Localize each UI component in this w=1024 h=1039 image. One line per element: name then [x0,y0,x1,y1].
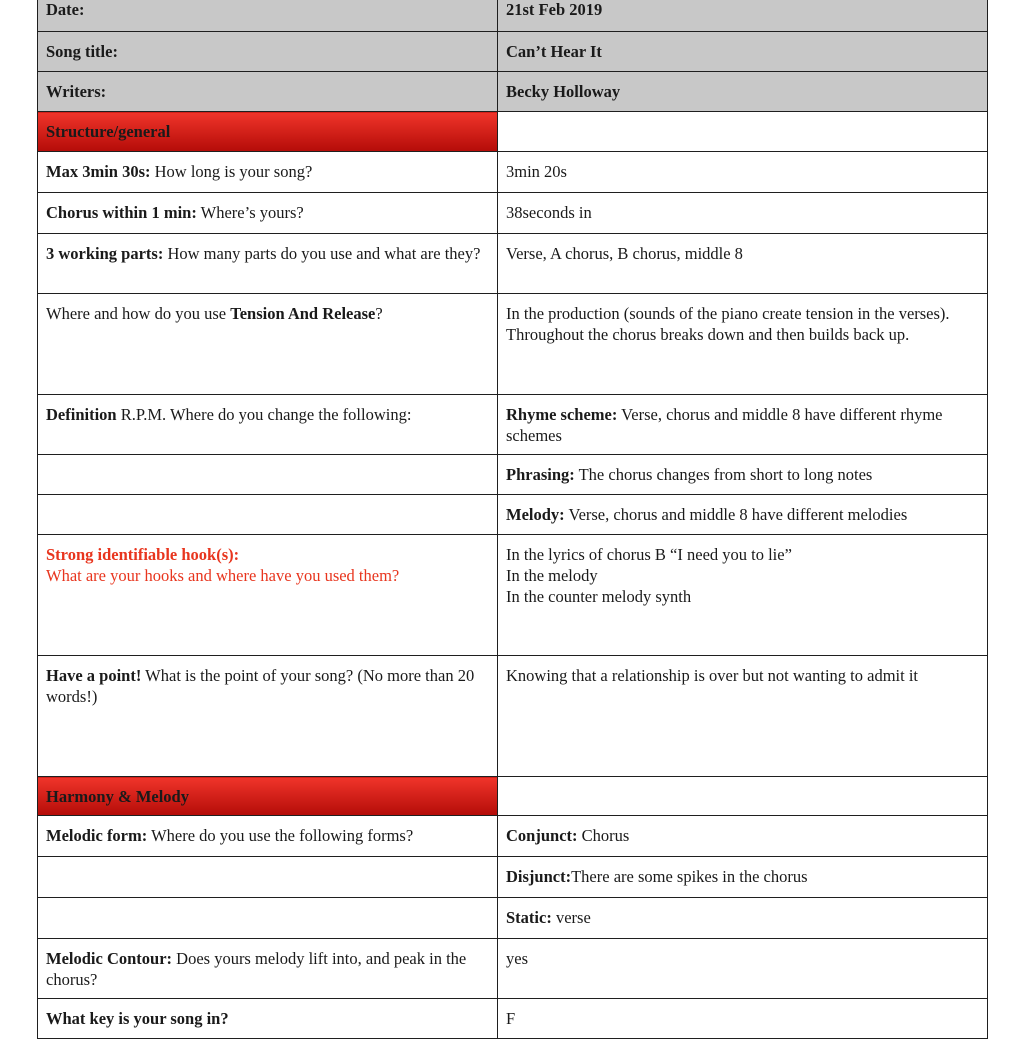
melody-row [38,495,988,535]
hooks-answer-line: In the counter melody synth [506,587,692,606]
writers-row [38,72,988,112]
empty-cell [498,112,988,152]
writers-value: Becky Holloway [498,72,988,112]
date-label: Date: [38,0,498,32]
song-title-row [38,32,988,72]
conjunct-answer: Conjunct: Chorus [498,816,988,857]
static-answer: Static: verse [498,898,988,939]
chorus-within-question: Chorus within 1 min: Where’s yours? [38,193,498,234]
point-row [38,656,988,777]
contour-question: Melodic Contour: Does yours melody lift into, and peak in the chorus? [38,939,498,999]
tension-row [38,294,988,395]
date-value: 21st Feb 2019 [498,0,988,32]
hooks-answer-line: In the lyrics of chorus B “I need you to lie” [506,545,792,564]
contour-answer: yes [498,939,988,999]
static-row [38,898,988,939]
hooks-answer [498,535,988,656]
song-title-label: Song title: [38,32,498,72]
hooks-row [38,535,988,656]
disjunct-row [38,857,988,898]
key-answer: F [498,999,988,1039]
hooks-question: Strong identifiable hook(s): What are your hooks and where have you used them? [38,535,498,656]
harmony-section-row [38,777,988,816]
point-question: Have a point! What is the point of your song? (No more than 20 words!) [38,656,498,777]
empty-cell [38,495,498,535]
working-parts-row [38,234,988,294]
tension-question: Where and how do you use Tension And Release? [38,294,498,395]
rhyme-scheme-answer: Rhyme scheme: Verse, chorus and middle 8 have different rhyme schemes [498,395,988,455]
harmony-section-header: Harmony & Melody [38,777,498,816]
point-answer: Knowing that a relationship is over but not wanting to admit it [498,656,988,777]
date-row [38,0,988,32]
chorus-within-answer: 38seconds in [498,193,988,234]
melody-answer: Melody: Verse, chorus and middle 8 have different melodies [498,495,988,535]
definition-row [38,395,988,455]
chorus-within-row [38,193,988,234]
max-length-row [38,152,988,193]
empty-cell [498,777,988,816]
empty-cell [38,898,498,939]
structure-section-header: Structure/general [38,112,498,152]
working-parts-answer: Verse, A chorus, B chorus, middle 8 [498,234,988,294]
empty-cell [38,455,498,495]
key-question: What key is your song in? [38,999,498,1039]
contour-row [38,939,988,999]
songwriting-checklist-table [37,0,988,1039]
phrasing-answer: Phrasing: The chorus changes from short to long notes [498,455,988,495]
max-length-answer: 3min 20s [498,152,988,193]
writers-label: Writers: [38,72,498,112]
max-length-question: Max 3min 30s: How long is your song? [38,152,498,193]
tension-answer: In the production (sounds of the piano create tension in the verses). Throughout the chorus breaks down and then builds back up. [498,294,988,395]
key-row [38,999,988,1039]
disjunct-answer: Disjunct:There are some spikes in the chorus [498,857,988,898]
empty-cell [38,857,498,898]
hooks-answer-line: In the melody [506,566,598,585]
melodic-form-row [38,816,988,857]
working-parts-question: 3 working parts: How many parts do you use and what are they? [38,234,498,294]
definition-question: Definition R.P.M. Where do you change the following: [38,395,498,455]
structure-section-row [38,112,988,152]
melodic-form-question: Melodic form: Where do you use the following forms? [38,816,498,857]
phrasing-row [38,455,988,495]
song-title-value: Can’t Hear It [498,32,988,72]
